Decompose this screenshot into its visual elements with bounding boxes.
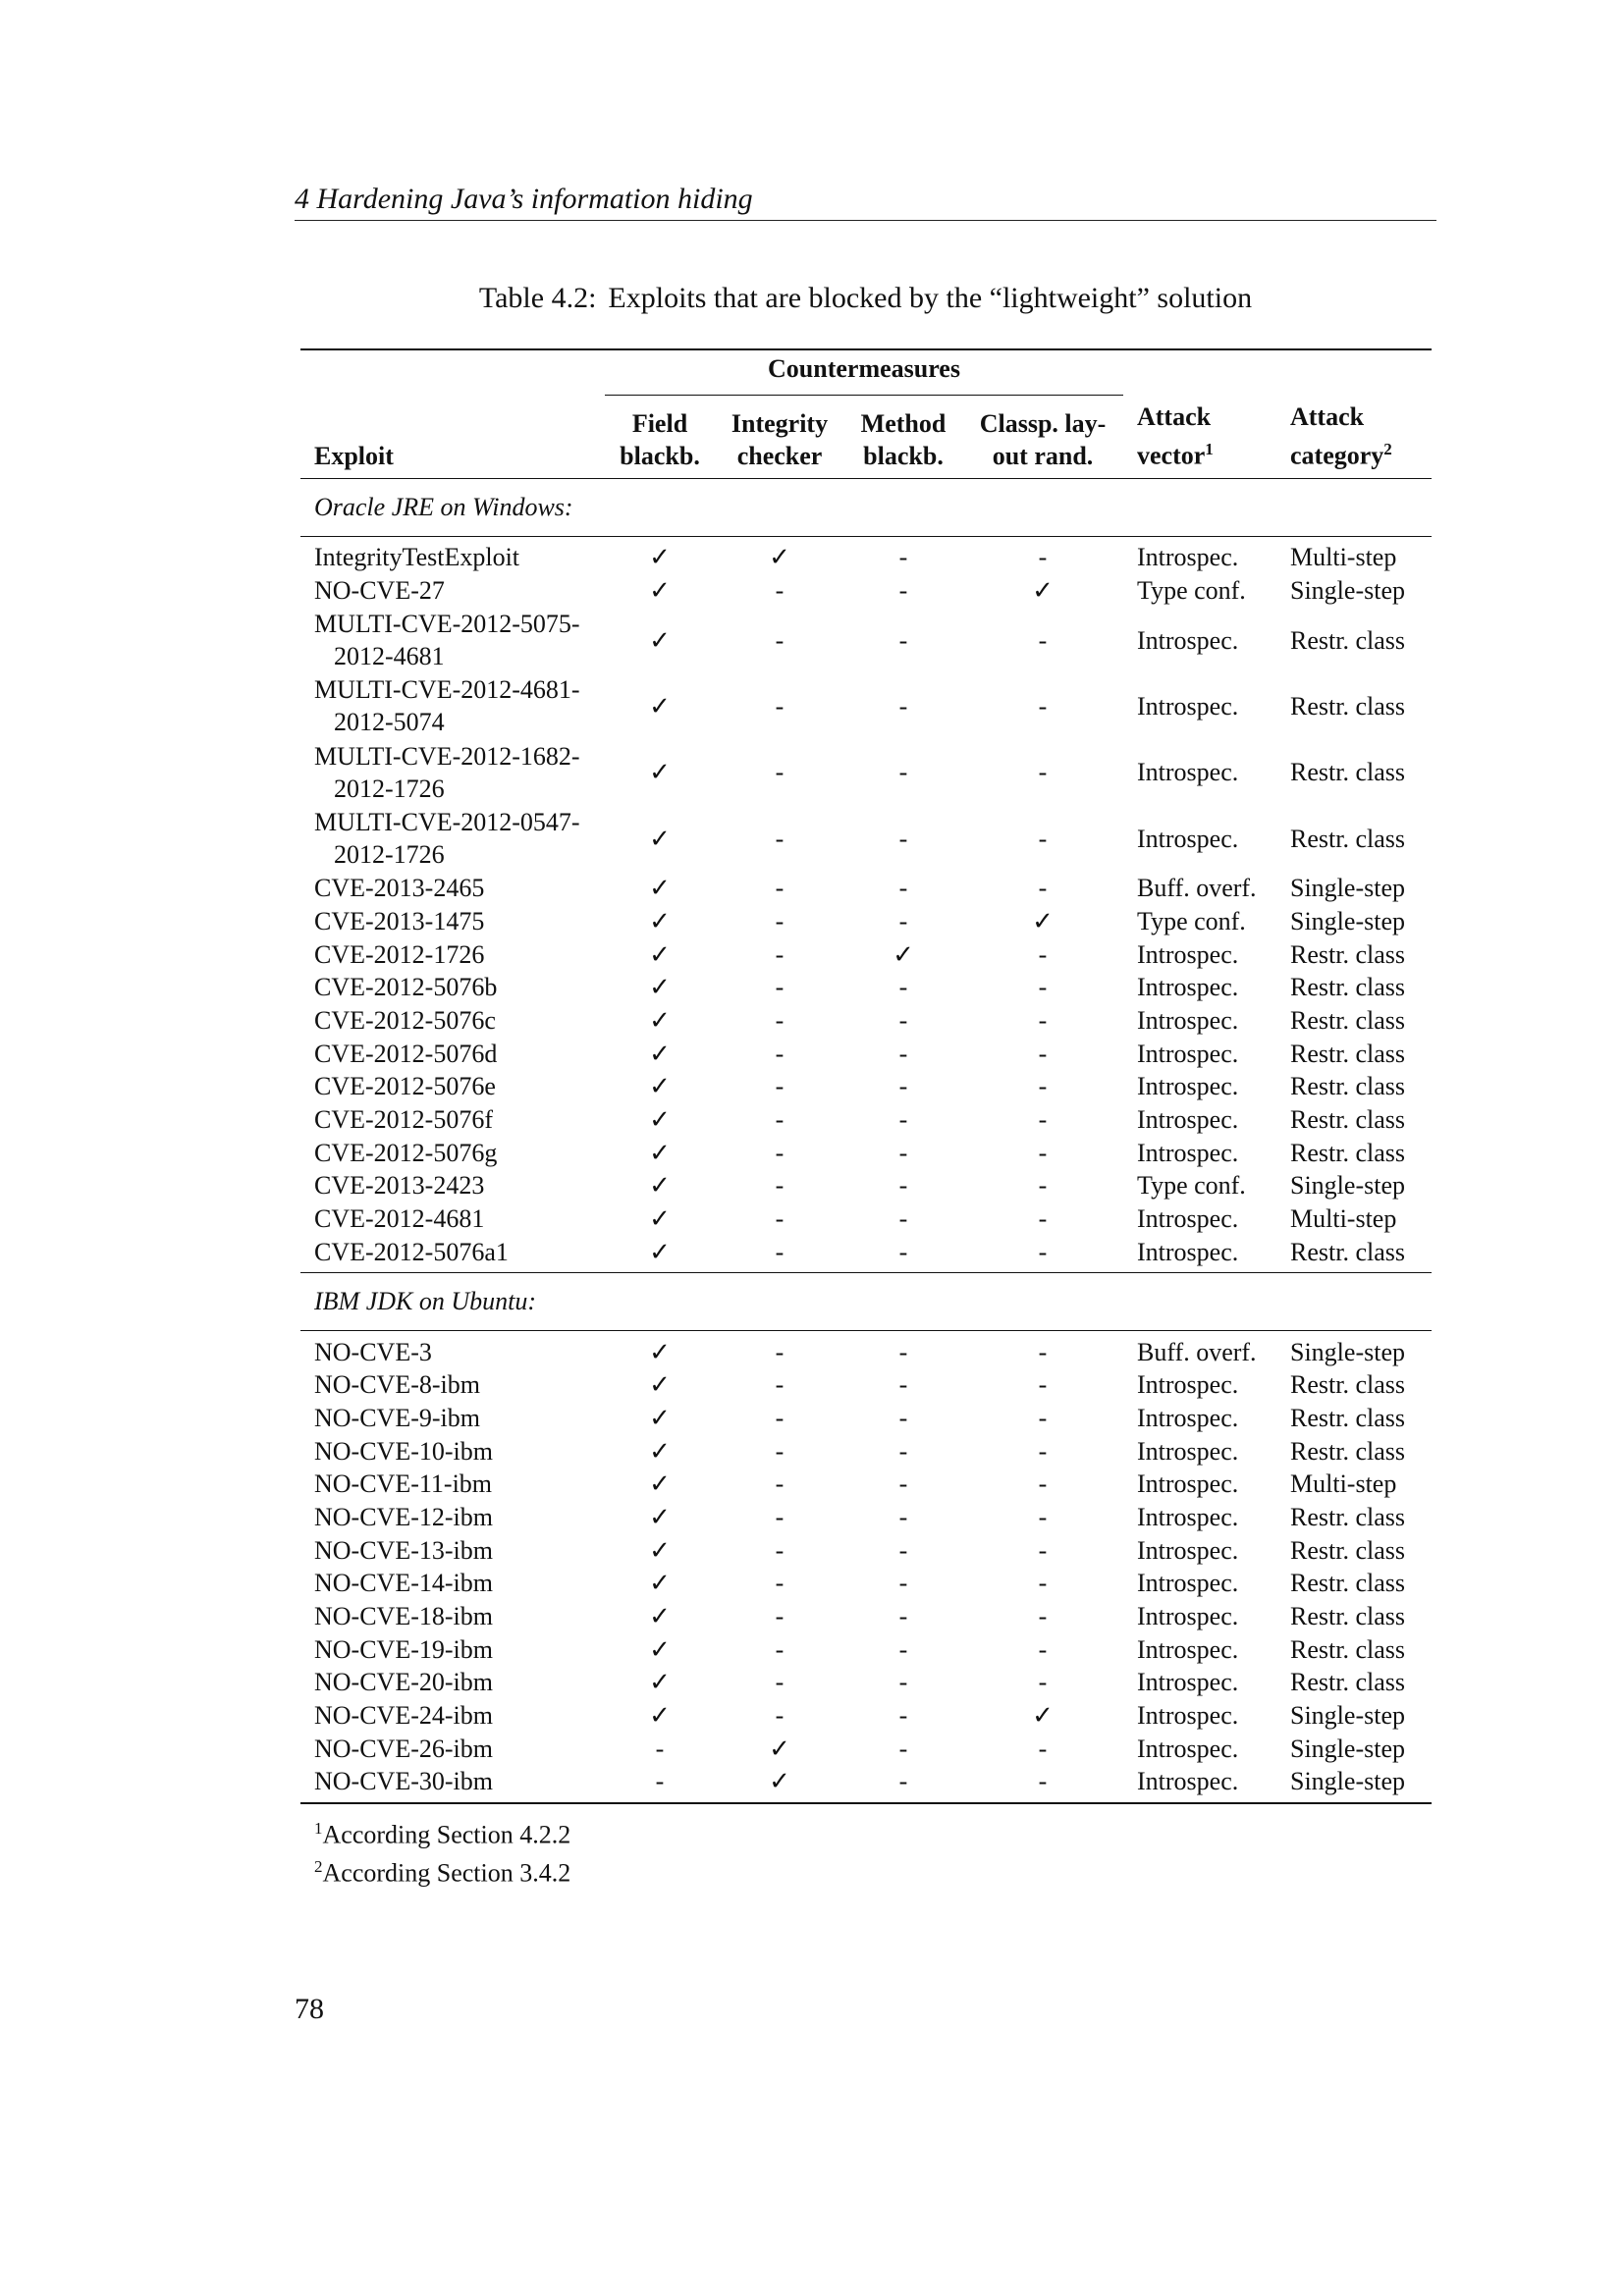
method-cell: - [898,1469,908,1499]
exploit-cell: CVE-2013-2423 [314,1171,485,1201]
field-cell: ✓ [649,973,671,1002]
caption-text: Exploits that are blocked by the “lightweight” solution [608,282,1253,314]
attack-vector-cell: Introspec. [1137,543,1239,572]
integrity-cell: - [775,1039,785,1068]
field-cell: ✓ [649,1436,671,1466]
method-cell: - [898,1767,908,1796]
exploit-cell: CVE-2012-5076g [314,1138,498,1167]
field-cell: ✓ [649,758,671,787]
table-row [300,1632,1432,1666]
attack-vector-cell: Buff. overf. [1137,874,1257,903]
exploit-cell: NO-CVE-19-ibm [314,1634,493,1664]
field-cell: ✓ [649,1072,671,1101]
field-cell: ✓ [649,1370,671,1400]
method-cell: - [898,1436,908,1466]
exploit-cell: CVE-2012-5076f [314,1105,493,1135]
classp-cell: - [1038,758,1048,787]
integrity-cell: - [775,1370,785,1400]
table-row [300,1765,1432,1798]
classp-cell: - [1038,1469,1048,1499]
table-row [300,1236,1432,1269]
field-cell: ✓ [649,906,671,935]
method-cell: - [898,576,908,606]
exploit-cell: NO-CVE-24-ibm [314,1701,493,1731]
attack-vector-cell: Introspec. [1137,1403,1239,1432]
attack-category-cell: Single-step [1290,1337,1405,1366]
integrity-cell: ✓ [769,543,790,572]
attack-category-cell: Restr. class [1290,1039,1405,1068]
exploits-table [300,348,1432,1890]
table-row [300,1699,1432,1733]
exploit-cell: CVE-2012-5076e [314,1072,496,1101]
method-cell: - [898,1006,908,1036]
field-cell: ✓ [649,824,671,853]
table-row [300,1434,1432,1468]
countermeasures-rule [605,395,1123,396]
field-cell: ✓ [649,1105,671,1135]
classp-cell: - [1038,1105,1048,1135]
integrity-cell: - [775,1634,785,1664]
table-row [300,739,1432,805]
method-cell: - [898,1105,908,1135]
method-cell: ✓ [893,939,914,969]
integrity-cell: ✓ [769,1734,790,1763]
classp-cell: - [1038,1535,1048,1565]
field-cell: ✓ [649,1535,671,1565]
integrity-cell: - [775,1403,785,1432]
field-cell: ✓ [649,576,671,606]
attack-vector-cell: Introspec. [1137,824,1239,853]
col-header-field-blackb: Field blackb. [620,409,700,470]
table-caption [295,282,1436,315]
integrity-cell: - [775,1237,785,1266]
exploit-cell: CVE-2012-5076c [314,1006,496,1036]
method-cell: - [898,1602,908,1631]
attack-category-cell: Single-step [1290,1171,1405,1201]
attack-vector-cell: Introspec. [1137,1237,1239,1266]
field-cell: ✓ [649,1337,671,1366]
section-title: Oracle JRE on Windows: [314,493,573,521]
exploit-cell: CVE-2012-4681 [314,1204,485,1234]
field-cell: ✓ [649,1237,671,1266]
attack-category-cell: Restr. class [1290,1006,1405,1036]
group-header-row [300,350,1432,396]
table-row [300,1468,1432,1501]
integrity-cell: - [775,1171,785,1201]
column-header-row [300,396,1432,478]
field-cell: - [655,1767,665,1796]
attack-category-cell: Restr. class [1290,939,1405,969]
method-cell: - [898,1701,908,1731]
exploit-cell: CVE-2012-1726 [314,939,485,969]
attack-category-cell: Single-step [1290,576,1405,606]
field-cell: ✓ [649,1668,671,1697]
field-cell: ✓ [649,625,671,655]
integrity-cell: - [775,1569,785,1598]
table-row [300,1533,1432,1567]
attack-category-cell: Single-step [1290,1767,1405,1796]
classp-cell: - [1038,1668,1048,1697]
field-cell: - [655,1734,665,1763]
col-header-classp-layout-rand: Classp. lay- out rand. [979,409,1107,470]
attack-vector-cell: Introspec. [1137,1634,1239,1664]
attack-category-cell: Single-step [1290,1701,1405,1731]
field-cell: ✓ [649,874,671,903]
field-cell: ✓ [649,1469,671,1499]
footnote-1: $^1$According Section 4.2.2 [314,1818,571,1849]
exploit-cell: MULTI-CVE-2012-0547- 2012-1726 [314,808,580,870]
exploit-cell: NO-CVE-27 [314,576,445,606]
table-body [300,478,1432,1802]
method-cell: - [898,874,908,903]
col-header-attack-category: Attack category$^2$ [1290,402,1392,470]
attack-vector-cell: Introspec. [1137,625,1239,655]
classp-cell: - [1038,1006,1048,1036]
bottom-rule [300,1802,1432,1804]
field-cell: ✓ [649,691,671,721]
field-cell: ✓ [649,1634,671,1664]
table-row [300,1070,1432,1103]
field-cell: ✓ [649,1701,671,1731]
exploit-cell: NO-CVE-12-ibm [314,1502,493,1531]
attack-vector-cell: Buff. overf. [1137,1337,1257,1366]
table-row [300,541,1432,574]
integrity-cell: - [775,1701,785,1731]
table-row [300,872,1432,905]
integrity-cell: - [775,1436,785,1466]
col-header-attack-vector: Attack vector$^1$ [1137,402,1214,470]
method-cell: - [898,1237,908,1266]
table-row [300,607,1432,672]
attack-category-cell: Restr. class [1290,1370,1405,1400]
integrity-cell: - [775,1469,785,1499]
attack-vector-cell: Introspec. [1137,1204,1239,1234]
footnotes [300,1812,1432,1890]
integrity-cell: - [775,1006,785,1036]
attack-vector-cell: Introspec. [1137,1138,1239,1167]
attack-vector-cell: Introspec. [1137,1502,1239,1531]
exploit-cell: NO-CVE-8-ibm [314,1370,480,1400]
exploit-cell: NO-CVE-26-ibm [314,1734,493,1763]
exploit-cell: NO-CVE-10-ibm [314,1436,493,1466]
classp-cell: - [1038,1634,1048,1664]
table-row [300,1600,1432,1633]
classp-cell: - [1038,625,1048,655]
method-cell: - [898,625,908,655]
table-row [300,1335,1432,1368]
classp-cell: - [1038,1370,1048,1400]
exploit-cell: NO-CVE-30-ibm [314,1767,493,1796]
classp-cell: - [1038,973,1048,1002]
classp-cell: - [1038,1602,1048,1631]
col-header-method-blackb: Method blackb. [860,409,947,470]
field-cell: ✓ [649,1204,671,1234]
exploit-cell: NO-CVE-20-ibm [314,1668,493,1697]
countermeasures-header: Countermeasures [768,354,960,383]
exploit-cell: NO-CVE-11-ibm [314,1469,493,1499]
attack-vector-cell: Introspec. [1137,758,1239,787]
exploit-cell: CVE-2012-5076b [314,973,498,1002]
attack-category-cell: Restr. class [1290,1602,1405,1631]
table-row [300,1732,1432,1765]
attack-vector-cell: Introspec. [1137,1039,1239,1068]
exploit-cell: NO-CVE-9-ibm [314,1403,480,1432]
attack-vector-cell: Introspec. [1137,1535,1239,1565]
exploit-cell: CVE-2012-5076a1 [314,1237,509,1266]
attack-category-cell: Restr. class [1290,1072,1405,1101]
attack-vector-cell: Introspec. [1137,1469,1239,1499]
attack-vector-cell: Introspec. [1137,1105,1239,1135]
classp-cell: - [1038,1403,1048,1432]
table-row [300,1666,1432,1699]
method-cell: - [898,973,908,1002]
attack-category-cell: Single-step [1290,1734,1405,1763]
integrity-cell: - [775,1072,785,1101]
attack-category-cell: Restr. class [1290,1436,1405,1466]
attack-vector-cell: Introspec. [1137,1734,1239,1763]
classp-cell: - [1038,1767,1048,1796]
table-row [300,1501,1432,1534]
method-cell: - [898,1171,908,1201]
integrity-cell: - [775,1138,785,1167]
exploit-cell: MULTI-CVE-2012-4681- 2012-5074 [314,675,580,737]
method-cell: - [898,1337,908,1366]
table-row [300,1136,1432,1169]
classp-cell: - [1038,874,1048,903]
integrity-cell: - [775,1668,785,1697]
exploit-cell: CVE-2012-5076d [314,1039,498,1068]
field-cell: ✓ [649,1602,671,1631]
exploit-cell: MULTI-CVE-2012-5075- 2012-4681 [314,610,580,671]
table-row [300,673,1432,739]
attack-category-cell: Restr. class [1290,1403,1405,1432]
classp-cell: - [1038,1734,1048,1763]
attack-category-cell: Single-step [1290,874,1405,903]
attack-vector-cell: Introspec. [1137,1668,1239,1697]
integrity-cell: - [775,1204,785,1234]
exploit-cell: NO-CVE-18-ibm [314,1602,493,1631]
attack-category-cell: Multi-step [1290,1204,1397,1234]
exploit-cell: CVE-2013-1475 [314,906,485,935]
table-row [300,1402,1432,1435]
integrity-cell: - [775,824,785,853]
attack-category-cell: Restr. class [1290,1105,1405,1135]
table-row [300,1368,1432,1402]
method-cell: - [898,1502,908,1531]
exploit-cell: IntegrityTestExploit [314,543,520,572]
table-row [300,1004,1432,1038]
integrity-cell: - [775,1602,785,1631]
integrity-cell: - [775,1535,785,1565]
field-cell: ✓ [649,1403,671,1432]
method-cell: - [898,1734,908,1763]
exploit-cell: NO-CVE-3 [314,1337,432,1366]
attack-category-cell: Restr. class [1290,1237,1405,1266]
attack-category-cell: Restr. class [1290,973,1405,1002]
attack-category-cell: Restr. class [1290,1569,1405,1598]
section-title: IBM JDK on Ubuntu: [314,1287,537,1316]
attack-category-cell: Restr. class [1290,1535,1405,1565]
method-cell: - [898,1634,908,1664]
attack-vector-cell: Introspec. [1137,1072,1239,1101]
field-cell: ✓ [649,1138,671,1167]
attack-vector-cell: Type conf. [1137,906,1246,935]
integrity-cell: - [775,576,785,606]
col-header-exploit: Exploit [314,442,394,470]
table-row [300,1103,1432,1137]
table-row [300,971,1432,1004]
classp-cell: - [1038,1237,1048,1266]
attack-category-cell: Restr. class [1290,625,1405,655]
attack-vector-cell: Introspec. [1137,1006,1239,1036]
method-cell: - [898,906,908,935]
integrity-cell: - [775,1502,785,1531]
integrity-cell: - [775,625,785,655]
attack-category-cell: Multi-step [1290,543,1397,572]
classp-cell: - [1038,543,1048,572]
method-cell: - [898,543,908,572]
integrity-cell: - [775,874,785,903]
table-row [300,574,1432,608]
attack-category-cell: Restr. class [1290,1502,1405,1531]
method-cell: - [898,691,908,721]
col-header-integrity-checker: Integrity checker [731,409,829,470]
classp-cell: - [1038,1171,1048,1201]
classp-cell: ✓ [1032,906,1054,935]
field-cell: ✓ [649,1039,671,1068]
integrity-cell: - [775,691,785,721]
field-cell: ✓ [649,939,671,969]
field-cell: ✓ [649,1171,671,1201]
field-cell: ✓ [649,1502,671,1531]
attack-vector-cell: Introspec. [1137,1602,1239,1631]
integrity-cell: - [775,1337,785,1366]
table-row [300,1567,1432,1600]
integrity-cell: ✓ [769,1767,790,1796]
integrity-cell: - [775,973,785,1002]
footnote-2: $^2$According Section 3.4.2 [314,1857,571,1889]
attack-category-cell: Multi-step [1290,1469,1397,1499]
integrity-cell: - [775,1105,785,1135]
classp-cell: - [1038,691,1048,721]
attack-category-cell: Single-step [1290,906,1405,935]
classp-cell: - [1038,939,1048,969]
attack-vector-cell: Introspec. [1137,939,1239,969]
classp-cell: - [1038,824,1048,853]
classp-cell: - [1038,1138,1048,1167]
method-cell: - [898,824,908,853]
attack-vector-cell: Introspec. [1137,973,1239,1002]
table-row [300,1037,1432,1070]
method-cell: - [898,1072,908,1101]
classp-cell: - [1038,1337,1048,1366]
attack-vector-cell: Introspec. [1137,691,1239,721]
table-row [300,905,1432,938]
attack-vector-cell: Introspec. [1137,1701,1239,1731]
classp-cell: - [1038,1039,1048,1068]
classp-cell: - [1038,1204,1048,1234]
exploit-cell: NO-CVE-13-ibm [314,1535,493,1565]
integrity-cell: - [775,939,785,969]
table-row [300,937,1432,971]
method-cell: - [898,1569,908,1598]
attack-category-cell: Restr. class [1290,824,1405,853]
field-cell: ✓ [649,543,671,572]
classp-cell: ✓ [1032,1701,1054,1731]
attack-category-cell: Restr. class [1290,1138,1405,1167]
method-cell: - [898,1535,908,1565]
attack-vector-cell: Introspec. [1137,1370,1239,1400]
exploit-cell: NO-CVE-14-ibm [314,1569,493,1598]
method-cell: - [898,1039,908,1068]
integrity-cell: - [775,758,785,787]
table-row [300,806,1432,872]
table-row [300,1169,1432,1202]
field-cell: ✓ [649,1569,671,1598]
classp-cell: - [1038,1569,1048,1598]
attack-vector-cell: Type conf. [1137,576,1246,606]
attack-category-cell: Restr. class [1290,691,1405,721]
attack-category-cell: Restr. class [1290,758,1405,787]
page-number: 78 [295,1993,324,2025]
method-cell: - [898,1403,908,1432]
classp-cell: - [1038,1072,1048,1101]
classp-cell: - [1038,1436,1048,1466]
method-cell: - [898,1138,908,1167]
classp-cell: - [1038,1502,1048,1531]
attack-vector-cell: Introspec. [1137,1436,1239,1466]
table-row [300,1202,1432,1236]
field-cell: ✓ [649,1006,671,1036]
method-cell: - [898,1204,908,1234]
caption-label: Table 4.2: [478,282,597,314]
method-cell: - [898,1370,908,1400]
integrity-cell: - [775,906,785,935]
method-cell: - [898,1668,908,1697]
attack-vector-cell: Type conf. [1137,1171,1246,1201]
attack-category-cell: Restr. class [1290,1634,1405,1664]
classp-cell: ✓ [1032,576,1054,606]
exploit-cell: CVE-2013-2465 [314,874,485,903]
running-head: 4 Hardening Java’s information hiding [295,183,1436,221]
attack-vector-cell: Introspec. [1137,1767,1239,1796]
attack-category-cell: Restr. class [1290,1668,1405,1697]
method-cell: - [898,758,908,787]
attack-vector-cell: Introspec. [1137,1569,1239,1598]
exploit-cell: MULTI-CVE-2012-1682- 2012-1726 [314,741,580,803]
